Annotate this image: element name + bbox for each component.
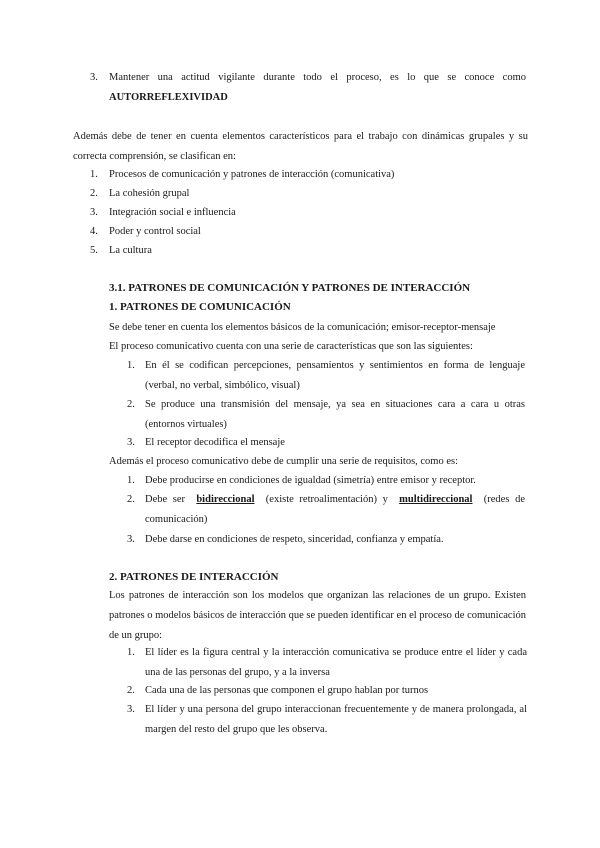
list-item: Debe darse en condiciones de respeto, sinceridad, confianza y empatía. [145,534,444,545]
section-heading-patrones-interaccion: 2. PATRONES DE INTERACCIÓN [109,571,279,583]
list-item-number: 1. [127,647,135,658]
list-item: La cultura [109,245,152,256]
bidireccional-term: bidireccional [196,494,255,505]
section-heading-3-1: 3.1. PATRONES DE COMUNICACIÓN Y PATRONES DE INTERACCIÓN [109,282,471,294]
list-item: Poder y control social [109,226,201,237]
multidireccional-term: multidireccional [399,494,473,505]
list-item: Se produce una transmisión del mensaje, ya sea en situaciones cara a cara u otras (entornos virtuales) [145,399,525,430]
top-item-number: 3. [90,72,98,83]
list-item-number: 4. [90,226,98,237]
list-item-number: 3. [127,437,135,448]
autorreflexividad-term: AUTORREFLEXIVIDAD [109,92,228,103]
list-item: Procesos de comunicación y patrones de interacción (comunicativa) [109,169,395,180]
intro-paragraph: Además debe de tener en cuenta elementos característicos para el trabajo con dinámicas grupales y su correcta comprensión, se clasifican en: [73,131,528,162]
requirement-prefix: Debe ser [145,494,186,505]
list-item-number: 3. [127,534,135,545]
comunicacion-line-1: Se debe tener en cuenta los elementos básicos de la comunicación; emisor-receptor-mensaje [109,322,496,333]
interaccion-paragraph: Los patrones de interacción son los modelos que organizan las relaciones de un grupo. Existen patrones o modelos básicos de interacción que se pueden identificar en el proceso de comunicación de un grupo: [109,590,526,641]
list-item-bidireccional [145,490,525,530]
list-item-number: 3. [90,207,98,218]
list-item: Integración social e influencia [109,207,236,218]
comunicacion-line-2: El proceso comunicativo cuenta con una serie de características que son las siguientes: [109,341,473,352]
list-item-number: 1. [90,169,98,180]
list-item-number: 2. [90,188,98,199]
list-item-number: 1. [127,360,135,371]
list-item-number: 1. [127,475,135,486]
subheading-patrones-comunicacion: 1. PATRONES DE COMUNICACIÓN [109,301,291,313]
list-item-number: 5. [90,245,98,256]
list-item: Cada una de las personas que componen el grupo hablan por turnos [145,685,429,696]
list-item-number: 2. [127,494,135,505]
list-item: El líder y una persona del grupo interaccionan frecuentemente y de manera prolongada, al margen del resto del grupo que les observa. [145,704,527,735]
list-item: El receptor decodifica el mensaje [145,437,285,448]
list-item-number: 3. [127,704,135,715]
requirement-paren-2: (redes de comunicación) [145,494,525,525]
list-item: La cohesión grupal [109,188,190,199]
requirement-paren-1: (existe retroalimentación) y [265,494,388,505]
list-item-number: 2. [127,685,135,696]
list-item-number: 2. [127,399,135,410]
top-item-text: Mantener una actitud vigilante durante todo el proceso, es lo que se conoce como [109,72,526,83]
comunicacion-line-3: Además el proceso comunicativo debe de cumplir una serie de requisitos, como es: [109,456,459,467]
list-item: Debe producirse en condiciones de igualdad (simetría) entre emisor y receptor. [145,475,476,486]
list-item: En él se codifican percepciones, pensamientos y sentimientos en forma de lenguaje (verbal, no verbal, simbólico, visual) [145,360,525,391]
list-item: El líder es la figura central y la interacción comunicativa se produce entre el líder y cada una de las personas del grupo, y a la inversa [145,647,527,678]
